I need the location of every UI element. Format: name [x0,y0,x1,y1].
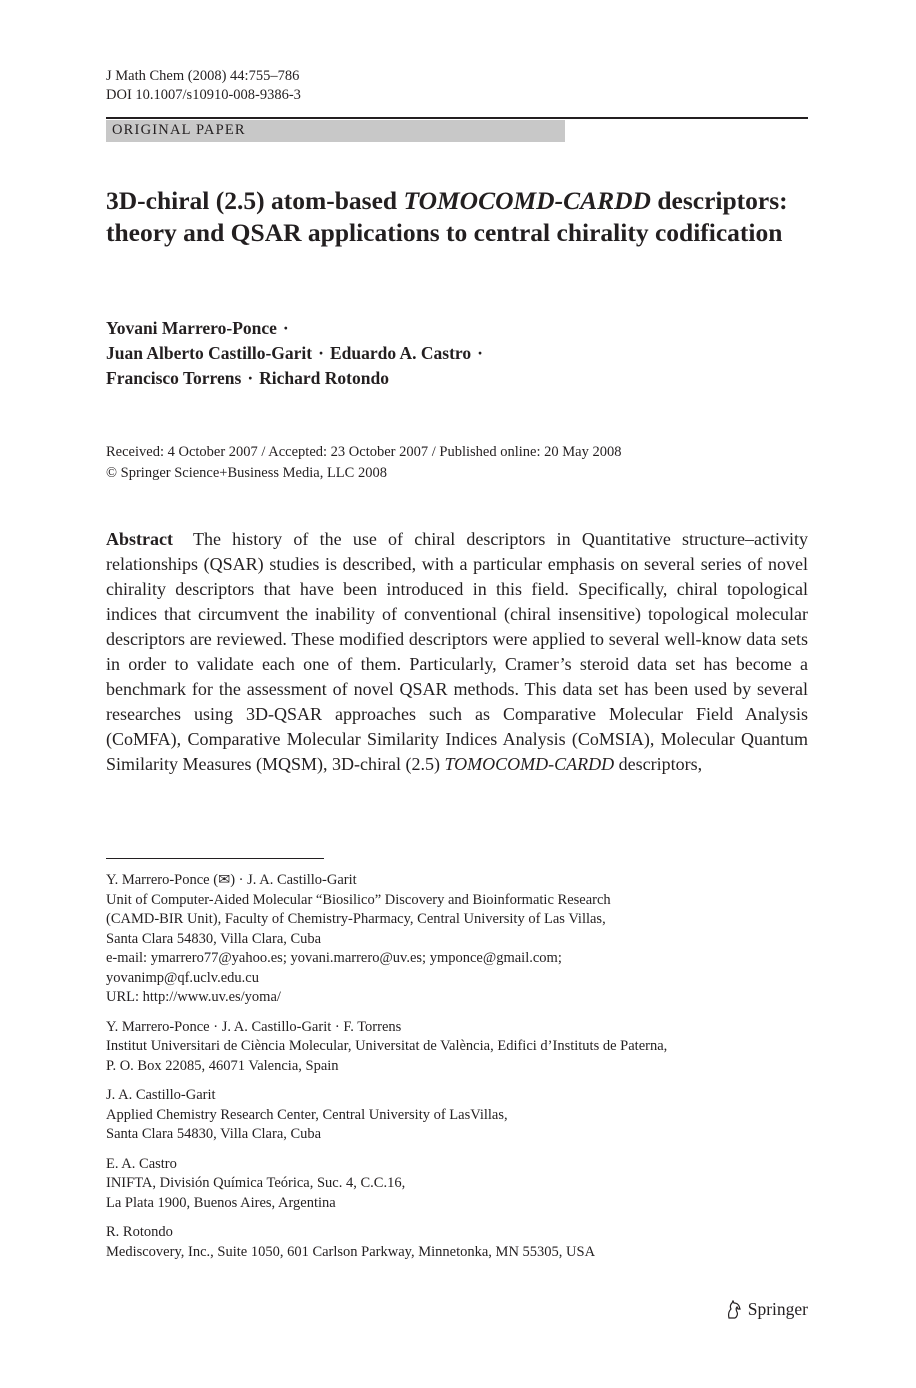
footnote-line: J. A. Castillo-Garit [106,1087,216,1103]
springer-horse-icon [725,1300,743,1320]
title-part2: descriptors: theory and QSAR applications to central chirality codification [106,186,788,247]
copyright-line: © Springer Science+Business Media, LLC 2008 [106,465,387,481]
footnote-line: (CAMD-BIR Unit), Faculty of Chemistry-Pharmacy, Central University of Las Villas, [106,911,606,927]
footnote-line: Institut Universitari de Ciència Molecular, Universitat de València, Edifici d’Instituts de Paterna, [106,1038,668,1054]
footnote-line: Santa Clara 54830, Villa Clara, Cuba [106,930,322,947]
footnote-line: Applied Chemistry Research Center, Central University of LasVillas, [106,1106,508,1123]
abstract-italic-term: TOMOCOMD-CARDD [444,754,615,774]
author-name: Francisco Torrens [106,368,242,388]
footnote-rule [106,858,324,859]
author-name: Richard Rotondo [259,368,389,388]
header-rule [106,117,808,119]
footnote-url-line[interactable]: URL: http://www.uv.es/yoma/ [106,989,281,1005]
footnote-line: Y. Marrero-Ponce (✉) · J. A. Castillo-Garit [106,872,357,888]
footnote-email-line[interactable]: yovanimp@qf.uclv.edu.cu [106,969,259,986]
author-name: Yovani Marrero-Ponce [106,318,277,338]
author-separator: · [247,368,254,388]
footnote-line: Santa Clara 54830, Villa Clara, Cuba [106,1126,322,1142]
footnote-line: La Plata 1900, Buenos Aires, Argentina [106,1194,336,1211]
footnote-line: E. A. Castro [106,1155,177,1172]
footnote-block [106,1018,808,1077]
section-label: ORIGINAL PAPER [112,122,246,138]
journal-line: J Math Chem (2008) 44:755–786 [106,68,300,84]
footnote-line: Unit of Computer-Aided Molecular “Biosilico” Discovery and Bioinformatic Research [106,891,611,908]
title-part1: 3D-chiral (2.5) atom-based [106,186,404,215]
footnote-line: INIFTA, División Química Teórica, Suc. 4, C.C.16, [106,1175,406,1191]
author-name: Juan Alberto Castillo-Garit [106,343,313,363]
abstract [106,527,808,777]
footnote-line: Y. Marrero-Ponce · J. A. Castillo-Garit · F. Torrens [106,1018,402,1035]
affiliation-footnotes [106,871,808,1272]
title-italic-term: TOMOCOMD-CARDD [403,186,651,215]
abstract-text: The history of the use of chiral descriptors in Quantitative structure–activity relationships (QSAR) studies is described, with a particular emphasis on several series of novel chirality descriptors that have been introduced in this field. Specifically, chiral topological indices that circumvent the inability of conventional (chiral insensitive) topological molecular descriptors are reviewed. These modified descriptors were applied to several well-know data sets in order to validate each one of them. Particularly, Cramer’s steroid data set has become a benchmark for the assessment of novel QSAR methods. This data set has been used by several researches using 3D-QSAR approaches such as Comparative Molecular Field Analysis (CoMFA), Comparative Molecular Similarity Indices Analysis (CoMSIA), Molecular Quantum Similarity Measures (MQSM), 3D-chiral (2.5) [106,529,808,774]
footnote-line: R. Rotondo [106,1224,173,1240]
section-banner [106,120,565,142]
footnote-block [106,1086,808,1145]
author-separator: · [282,318,289,338]
footnote-block [106,871,808,1008]
publisher-logo [725,1299,808,1320]
author-name: Eduardo A. Castro [329,343,472,363]
footnote-line: Mediscovery, Inc., Suite 1050, 601 Carlson Parkway, Minnetonka, MN 55305, USA [106,1243,596,1260]
author-list [106,316,489,391]
author-line-1 [106,316,489,341]
author-separator: · [477,343,483,363]
journal-citation [106,67,301,105]
publisher-name: Springer [747,1299,808,1319]
footnote-email-line[interactable]: e-mail: ymarrero77@yahoo.es; yovani.marrero@uv.es; ymponce@gmail.com; [106,950,562,966]
footnote-line: P. O. Box 22085, 46071 Valencia, Spain [106,1057,339,1074]
author-line-2 [106,341,489,366]
doi-line: DOI 10.1007/s10910-008-9386-3 [106,87,301,103]
author-separator: · [318,343,324,363]
abstract-label: Abstract [106,529,173,549]
paper-title [106,185,808,249]
footnote-block [106,1223,808,1262]
abstract-text-end: descriptors, [614,754,703,774]
publication-dates [106,442,621,484]
author-line-3 [106,366,489,391]
received-line: Received: 4 October 2007 / Accepted: 23 October 2007 / Published online: 20 May 2008 [106,444,622,460]
footnote-block [106,1155,808,1214]
